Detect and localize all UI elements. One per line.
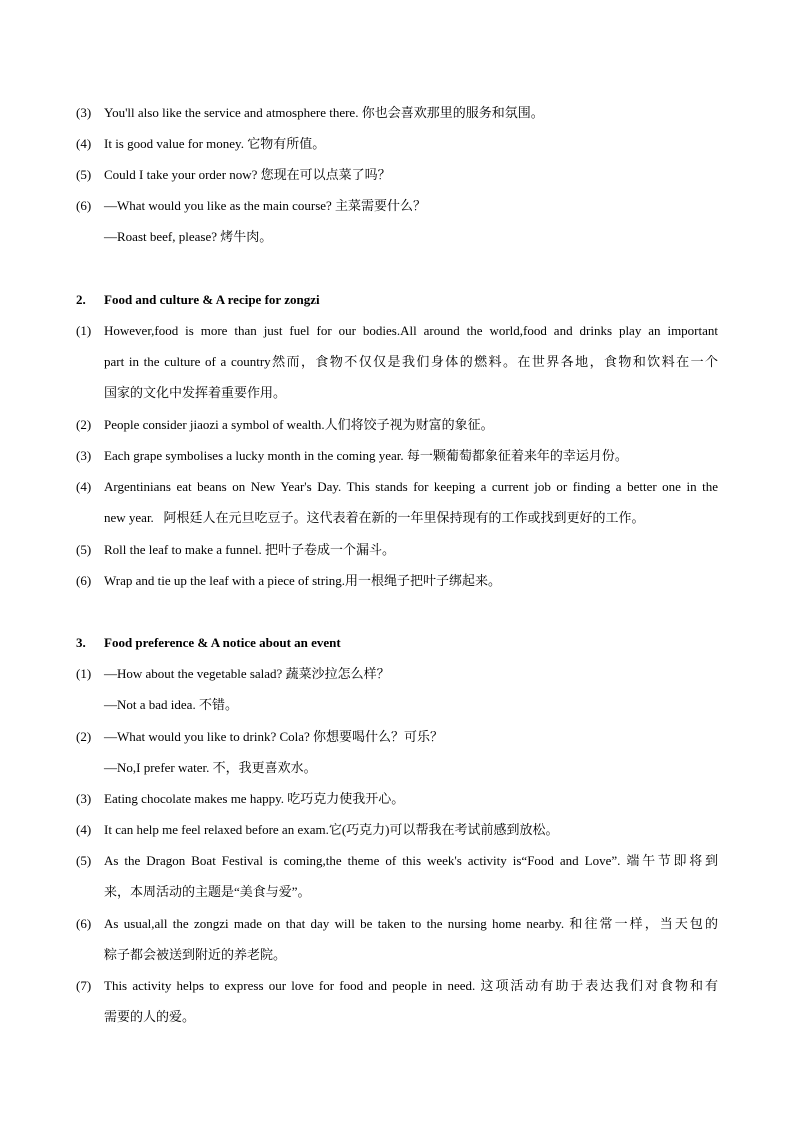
item-text: —What would you like as the main course? 主菜需要什么？ xyxy=(104,198,427,213)
item-text: —Not a bad idea. 不错。 xyxy=(104,697,238,712)
item-text: 需要的人的爱。 xyxy=(104,1009,196,1024)
item-number: (1) xyxy=(76,666,92,681)
section-title: Food preference & A notice about an event xyxy=(104,635,341,650)
item-text: —Roast beef, please? 烤牛肉。 xyxy=(104,229,273,244)
item-number: (2) xyxy=(76,729,92,744)
item-number: (5) xyxy=(76,167,92,182)
item-number: (5) xyxy=(76,853,92,868)
item-text: Could I take your order now? 您现在可以点菜了吗？ xyxy=(104,167,391,182)
item-number: (1) xyxy=(76,323,92,338)
item-text: Roll the leaf to make a funnel. 把叶子卷成一个漏斗。 xyxy=(104,542,396,557)
item-text: —What would you like to drink? Cola? 你想要喝什么？可乐？ xyxy=(104,729,444,744)
item-text: —No,I prefer water. 不，我更喜欢水。 xyxy=(104,760,317,775)
item-number: (6) xyxy=(76,198,92,213)
item-text: As usual,all the zongzi made on that day will be taken to the nursing home nearby. 和往常一样，当天包的 xyxy=(104,916,718,931)
item-text: new year. 阿根廷人在元旦吃豆子。这代表着在新的一年里保持现有的工作或找到更好的工作。 xyxy=(104,510,645,525)
item-text: However,food is more than just fuel for our bodies.All around the world,food and drinks play an important xyxy=(104,323,718,338)
item-text: It can help me feel relaxed before an exam.它(巧克力)可以帮我在考试前感到放松。 xyxy=(104,822,559,837)
item-text: This activity helps to express our love for food and people in need. 这项活动有助于表达我们对食物和有 xyxy=(104,978,718,993)
item-number: (6) xyxy=(76,573,92,588)
item-number: (7) xyxy=(76,978,92,993)
item-text: You'll also like the service and atmosphere there. 你也会喜欢那里的服务和氛围。 xyxy=(104,105,544,120)
item-number: (5) xyxy=(76,542,92,557)
section-number: 3. xyxy=(76,635,86,650)
item-text: 粽子都会被送到附近的养老院。 xyxy=(104,947,287,962)
item-number: (3) xyxy=(76,105,92,120)
item-number: (4) xyxy=(76,822,92,837)
item-number: (3) xyxy=(76,791,92,806)
item-text: part in the culture of a country然而，食物不仅仅是我们身体的燃料。在世界各地，食物和饮料在一个 xyxy=(104,354,718,369)
item-text: People consider jiaozi a symbol of wealth.人们将饺子视为财富的象征。 xyxy=(104,417,494,432)
item-number: (3) xyxy=(76,448,92,463)
section-number: 2. xyxy=(76,292,86,307)
item-number: (2) xyxy=(76,417,92,432)
item-text: 来，本周活动的主题是“美食与爱”。 xyxy=(104,884,311,899)
section-heading xyxy=(76,635,341,651)
section-title: Food and culture & A recipe for zongzi xyxy=(104,292,320,307)
item-number: (4) xyxy=(76,136,92,151)
section-heading xyxy=(76,292,320,308)
item-text: As the Dragon Boat Festival is coming,the theme of this week's activity is“Food and Love”. 端午节即将到 xyxy=(104,853,718,868)
item-text: —How about the vegetable salad? 蔬菜沙拉怎么样？ xyxy=(104,666,390,681)
item-text: Eating chocolate makes me happy. 吃巧克力使我开心。 xyxy=(104,791,405,806)
item-number: (4) xyxy=(76,479,92,494)
item-text: Each grape symbolises a lucky month in the coming year. 每一颗葡萄都象征着来年的幸运月份。 xyxy=(104,448,628,463)
item-text: It is good value for money. 它物有所值。 xyxy=(104,136,326,151)
item-text: 国家的文化中发挥着重要作用。 xyxy=(104,385,287,400)
item-number: (6) xyxy=(76,916,92,931)
item-text: Wrap and tie up the leaf with a piece of string.用一根绳子把叶子绑起来。 xyxy=(104,573,501,588)
item-text: Argentinians eat beans on New Year's Day. This stands for keeping a current job or finding a better one in the xyxy=(104,479,718,494)
